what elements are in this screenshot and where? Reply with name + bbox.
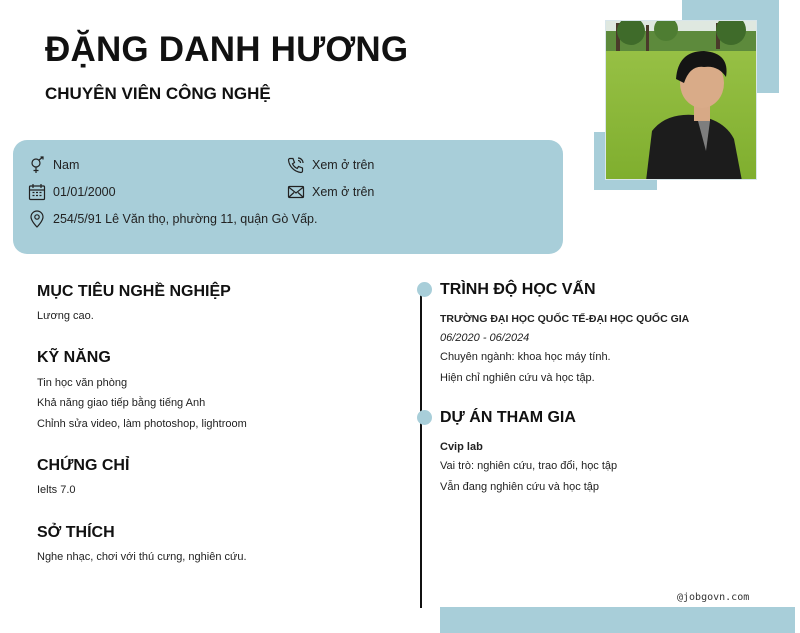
skill-item: Tin học văn phòng xyxy=(37,377,128,389)
career-objective-title: MỤC TIÊU NGHỀ NGHIỆP xyxy=(37,283,231,300)
study-period: 06/2020 - 06/2024 xyxy=(440,332,530,344)
watermark: @jobgovn.com xyxy=(677,592,750,603)
phone-value: Xem ở trên xyxy=(312,158,375,172)
footer-bar xyxy=(440,607,795,633)
skill-item: Chỉnh sửa video, làm photoshop, lightroom xyxy=(37,418,247,430)
skills-title: KỸ NĂNG xyxy=(37,349,111,366)
hobbies-title: SỞ THÍCH xyxy=(37,524,115,541)
email-row xyxy=(287,183,374,201)
certificates-title: CHỨNG CHỈ xyxy=(37,457,130,474)
timeline-dot-projects xyxy=(417,410,432,425)
email-value: Xem ở trên xyxy=(312,185,375,199)
gender-icon xyxy=(28,156,46,174)
education-title: TRÌNH ĐỘ HỌC VẤN xyxy=(440,281,596,298)
candidate-name: ĐẶNG DANH HƯƠNG xyxy=(45,30,409,69)
phone-row xyxy=(287,156,374,174)
contact-info-panel xyxy=(13,140,563,254)
timeline-line xyxy=(420,290,422,608)
gender-value: Nam xyxy=(53,158,80,172)
profile-photo xyxy=(605,20,757,180)
school-name: TRƯỜNG ĐẠI HỌC QUỐC TẾ-ĐẠI HỌC QUỐC GIA xyxy=(440,313,690,325)
project-role: Vai trò: nghiên cứu, trao đổi, học tập xyxy=(440,460,618,472)
job-title: CHUYÊN VIÊN CÔNG NGHỆ xyxy=(45,84,271,103)
phone-icon xyxy=(287,156,305,174)
birthday-value: 01/01/2000 xyxy=(53,185,116,199)
address-row xyxy=(28,210,317,228)
address-value: 254/5/91 Lê Văn thọ, phường 11, quận Gò Vấp. xyxy=(53,212,318,226)
hobbies-text: Nghe nhạc, chơi với thú cưng, nghiên cứu. xyxy=(37,551,247,563)
mail-icon xyxy=(287,183,305,201)
project-name: Cvip lab xyxy=(440,441,483,453)
project-status: Vẫn đang nghiên cứu và học tập xyxy=(440,481,600,493)
timeline-dot-education xyxy=(417,282,432,297)
gender-row xyxy=(28,156,79,174)
birthday-row xyxy=(28,183,116,201)
major: Chuyên ngành: khoa học máy tính. xyxy=(440,351,611,363)
projects-title: DỰ ÁN THAM GIA xyxy=(440,409,576,426)
calendar-icon xyxy=(28,183,46,201)
education-status: Hiện chỉ nghiên cứu và học tập. xyxy=(440,372,595,384)
location-pin-icon xyxy=(28,210,46,228)
skill-item: Khả năng giao tiếp bằng tiếng Anh xyxy=(37,397,206,409)
certificate-item: Ielts 7.0 xyxy=(37,484,76,496)
career-objective-text: Lương cao. xyxy=(37,310,94,322)
